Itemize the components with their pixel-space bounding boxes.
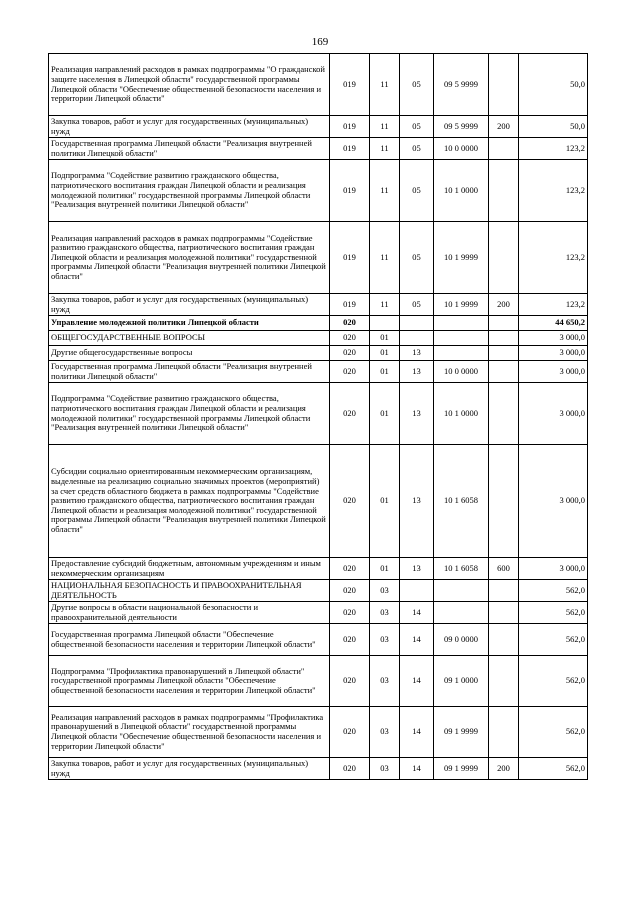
row-name: ОБЩЕГОСУДАРСТВЕННЫЕ ВОПРОСЫ	[49, 331, 330, 346]
target-article-code: 09 5 9999	[434, 116, 489, 138]
amount: 123,2	[519, 160, 588, 222]
target-article-code: 10 0 0000	[434, 138, 489, 160]
ved-code: 019	[330, 294, 370, 316]
table-row	[49, 116, 588, 138]
subsection-code: 05	[400, 116, 434, 138]
target-article-code: 10 1 0000	[434, 160, 489, 222]
row-name: Управление молодежной политики Липецкой области	[49, 316, 330, 331]
amount: 3 000,0	[519, 445, 588, 558]
expense-type-code	[489, 656, 519, 707]
subsection-code: 14	[400, 656, 434, 707]
table-row	[49, 160, 588, 222]
table-row	[49, 580, 588, 602]
subsection-code: 13	[400, 383, 434, 445]
expense-type-code	[489, 602, 519, 624]
ved-code: 019	[330, 138, 370, 160]
table-row	[49, 758, 588, 780]
ved-code: 019	[330, 116, 370, 138]
ved-code: 019	[330, 160, 370, 222]
expense-type-code: 200	[489, 116, 519, 138]
amount: 562,0	[519, 580, 588, 602]
section-code: 03	[370, 580, 400, 602]
section-code: 11	[370, 138, 400, 160]
ved-code: 020	[330, 316, 370, 331]
section-code: 01	[370, 331, 400, 346]
row-name: Субсидии социально ориентированным некоммерческим организациям, выделенные на реализацию социально значимых проектов (мероприятий) за счет средств областного бюджета в рамках подпрограммы "Содействие развитию гражданского общества, патриотического воспитания граждан Липецкой области и реализация молодежной политики" государственной программы Липецкой области "Реализация внутренней политики Липецкой области"	[49, 445, 330, 558]
target-article-code: 10 1 0000	[434, 383, 489, 445]
table-row	[49, 445, 588, 558]
expense-type-code	[489, 624, 519, 656]
row-name: Реализация направлений расходов в рамках подпрограммы "Содействие развитию гражданского общества, патриотического воспитания граждан Липецкой области и реализация молодежной политики" государственной программы Липецкой области "Реализация внутренней политики Липецкой области"	[49, 222, 330, 294]
section-code: 03	[370, 624, 400, 656]
amount: 50,0	[519, 116, 588, 138]
table-row	[49, 602, 588, 624]
ved-code: 020	[330, 445, 370, 558]
row-name: Подпрограмма "Содействие развитию гражданского общества, патриотического воспитания граждан Липецкой области и реализация молодежной политики" государственной программы Липецкой области "Реализация внутренней политики Липецкой области"	[49, 383, 330, 445]
table-row	[49, 656, 588, 707]
target-article-code	[434, 331, 489, 346]
section-code: 03	[370, 656, 400, 707]
ved-code: 020	[330, 624, 370, 656]
target-article-code: 10 1 9999	[434, 222, 489, 294]
row-name: Реализация направлений расходов в рамках подпрограммы "О гражданской защите населения в Липецкой области" государственной программы Липецкой области "Обеспечение общественной безопасности населения и территории Липецкой области"	[49, 54, 330, 116]
subsection-code: 13	[400, 445, 434, 558]
target-article-code: 09 5 9999	[434, 54, 489, 116]
table-row	[49, 383, 588, 445]
subsection-code: 13	[400, 361, 434, 383]
row-name: Подпрограмма "Профилактика правонарушений в Липецкой области" государственной программы Липецкой области "Обеспечение общественной безопасности населения и территории Липецкой области"	[49, 656, 330, 707]
amount: 3 000,0	[519, 331, 588, 346]
expense-type-code	[489, 707, 519, 758]
table-row	[49, 346, 588, 361]
expense-type-code: 200	[489, 758, 519, 780]
expense-type-code	[489, 445, 519, 558]
row-name: Предоставление субсидий бюджетным, автономным учреждениям и иным некоммерческим организациям	[49, 558, 330, 580]
subsection-code	[400, 331, 434, 346]
ved-code: 020	[330, 558, 370, 580]
expense-type-code: 600	[489, 558, 519, 580]
table-row	[49, 222, 588, 294]
page-number: 169	[311, 36, 329, 48]
target-article-code: 09 1 0000	[434, 656, 489, 707]
section-code: 03	[370, 602, 400, 624]
row-name: Государственная программа Липецкой области "Реализация внутренней политики Липецкой области"	[49, 138, 330, 160]
subsection-code: 13	[400, 558, 434, 580]
row-name: Закупка товаров, работ и услуг для государственных (муниципальных) нужд	[49, 294, 330, 316]
target-article-code	[434, 316, 489, 331]
table-row	[49, 138, 588, 160]
table-row	[49, 624, 588, 656]
table-row	[49, 331, 588, 346]
row-name: Закупка товаров, работ и услуг для государственных (муниципальных) нужд	[49, 116, 330, 138]
amount: 3 000,0	[519, 346, 588, 361]
amount: 562,0	[519, 602, 588, 624]
amount: 3 000,0	[519, 383, 588, 445]
table-row	[49, 316, 588, 331]
amount: 562,0	[519, 707, 588, 758]
section-code: 01	[370, 383, 400, 445]
budget-table	[48, 53, 588, 780]
target-article-code: 10 1 6058	[434, 558, 489, 580]
table-row	[49, 361, 588, 383]
row-name: Другие общегосударственные вопросы	[49, 346, 330, 361]
amount: 123,2	[519, 138, 588, 160]
ved-code: 020	[330, 580, 370, 602]
amount: 123,2	[519, 294, 588, 316]
section-code: 01	[370, 558, 400, 580]
table-body	[49, 54, 588, 780]
expense-type-code	[489, 222, 519, 294]
amount: 3 000,0	[519, 558, 588, 580]
amount: 562,0	[519, 758, 588, 780]
amount: 44 650,2	[519, 316, 588, 331]
table-row	[49, 54, 588, 116]
ved-code: 020	[330, 383, 370, 445]
row-name: НАЦИОНАЛЬНАЯ БЕЗОПАСНОСТЬ И ПРАВООХРАНИТЕЛЬНАЯ ДЕЯТЕЛЬНОСТЬ	[49, 580, 330, 602]
section-code: 11	[370, 222, 400, 294]
table-row	[49, 707, 588, 758]
subsection-code: 05	[400, 160, 434, 222]
expense-type-code	[489, 346, 519, 361]
ved-code: 020	[330, 331, 370, 346]
row-name: Подпрограмма "Содействие развитию гражданского общества, патриотического воспитания граждан Липецкой области и реализация молодежной политики" государственной программы Липецкой области "Реализация внутренней политики Липецкой области"	[49, 160, 330, 222]
section-code: 01	[370, 346, 400, 361]
row-name: Государственная программа Липецкой области "Обеспечение общественной безопасности населения и территории Липецкой области"	[49, 624, 330, 656]
ved-code: 020	[330, 346, 370, 361]
subsection-code: 05	[400, 294, 434, 316]
section-code: 11	[370, 160, 400, 222]
amount: 562,0	[519, 656, 588, 707]
target-article-code: 09 0 0000	[434, 624, 489, 656]
amount: 123,2	[519, 222, 588, 294]
row-name: Государственная программа Липецкой области "Реализация внутренней политики Липецкой области"	[49, 361, 330, 383]
ved-code: 019	[330, 54, 370, 116]
target-article-code	[434, 602, 489, 624]
expense-type-code	[489, 383, 519, 445]
amount: 3 000,0	[519, 361, 588, 383]
expense-type-code	[489, 54, 519, 116]
target-article-code	[434, 580, 489, 602]
subsection-code: 05	[400, 138, 434, 160]
subsection-code: 05	[400, 222, 434, 294]
subsection-code: 05	[400, 54, 434, 116]
target-article-code: 10 1 6058	[434, 445, 489, 558]
subsection-code: 14	[400, 624, 434, 656]
expense-type-code: 200	[489, 294, 519, 316]
expense-type-code	[489, 331, 519, 346]
ved-code: 019	[330, 222, 370, 294]
table-row	[49, 558, 588, 580]
section-code: 11	[370, 294, 400, 316]
subsection-code	[400, 316, 434, 331]
subsection-code: 14	[400, 707, 434, 758]
target-article-code: 10 0 0000	[434, 361, 489, 383]
subsection-code: 14	[400, 758, 434, 780]
expense-type-code	[489, 316, 519, 331]
target-article-code	[434, 346, 489, 361]
section-code: 01	[370, 445, 400, 558]
row-name: Закупка товаров, работ и услуг для государственных (муниципальных) нужд	[49, 758, 330, 780]
target-article-code: 09 1 9999	[434, 758, 489, 780]
section-code: 11	[370, 116, 400, 138]
ved-code: 020	[330, 361, 370, 383]
row-name: Другие вопросы в области национальной безопасности и правоохранительной деятельности	[49, 602, 330, 624]
section-code: 01	[370, 361, 400, 383]
target-article-code: 09 1 9999	[434, 707, 489, 758]
subsection-code: 14	[400, 602, 434, 624]
ved-code: 020	[330, 707, 370, 758]
section-code	[370, 316, 400, 331]
expense-type-code	[489, 361, 519, 383]
subsection-code	[400, 580, 434, 602]
expense-type-code	[489, 580, 519, 602]
expense-type-code	[489, 160, 519, 222]
subsection-code: 13	[400, 346, 434, 361]
section-code: 03	[370, 707, 400, 758]
section-code: 03	[370, 758, 400, 780]
ved-code: 020	[330, 656, 370, 707]
amount: 50,0	[519, 54, 588, 116]
expense-type-code	[489, 138, 519, 160]
ved-code: 020	[330, 758, 370, 780]
ved-code: 020	[330, 602, 370, 624]
target-article-code: 10 1 9999	[434, 294, 489, 316]
section-code: 11	[370, 54, 400, 116]
row-name: Реализация направлений расходов в рамках подпрограммы "Профилактика правонарушений в Липецкой области" государственной программы Липецкой области "Обеспечение общественной безопасности населения и территории Липецкой области"	[49, 707, 330, 758]
table-row	[49, 294, 588, 316]
amount: 562,0	[519, 624, 588, 656]
